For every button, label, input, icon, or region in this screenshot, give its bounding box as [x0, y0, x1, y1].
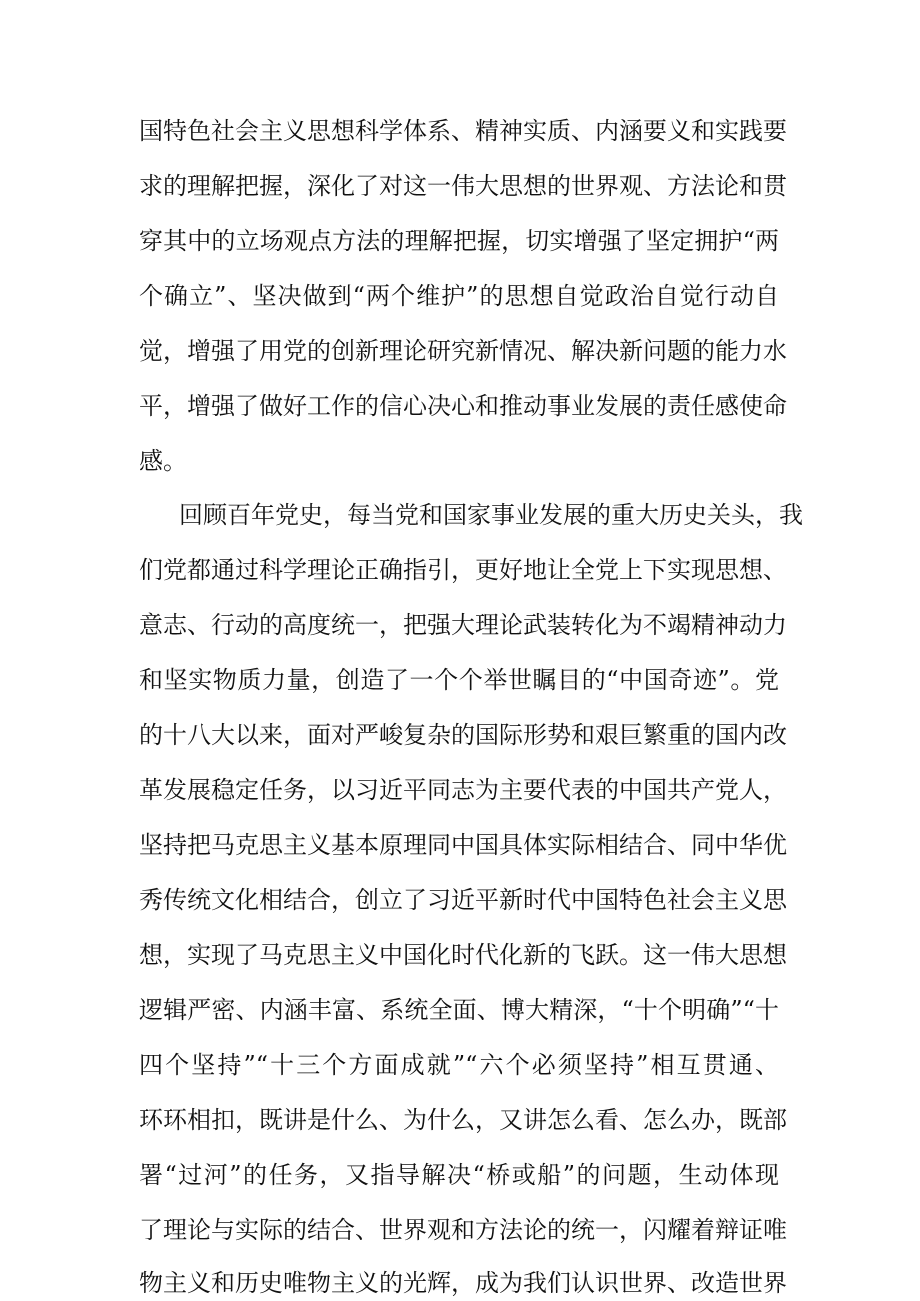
paragraph-1-line-1: 国特色社会主义思想科学体系、精神实质、内涵要义和实践要	[139, 117, 787, 145]
paragraph-2-line-12: 环环相扣，既讲是什么、为什么，又讲怎么看、怎么办，既部	[139, 1106, 787, 1134]
paragraph-1-line-5: 觉，增强了用党的创新理论研究新情况、解决新问题的能力水	[139, 337, 787, 365]
paragraph-2-line-8: 秀传统文化相结合，创立了习近平新时代中国特色社会主义思	[139, 886, 787, 914]
paragraph-2-line-10: 逻辑严密、内涵丰富、系统全面、博大精深，“十个明确”“十	[139, 996, 779, 1024]
paragraph-2-line-15: 物主义和历史唯物主义的光辉，成为我们认识世界、改造世界	[139, 1269, 787, 1297]
paragraph-2-line-13: 署“过河”的任务，又指导解决“桥或船”的问题，生动体现	[139, 1161, 779, 1189]
paragraph-2-line-4: 和坚实物质力量，创造了一个个举世瞩目的“中国奇迹”。党	[139, 666, 779, 694]
paragraph-1-line-3: 穿其中的立场观点方法的理解把握，切实增强了坚定拥护“两	[139, 227, 779, 255]
paragraph-2-line-9: 想，实现了马克思主义中国化时代化新的飞跃。这一伟大思想	[139, 941, 787, 969]
paragraph-2-line-7: 坚持把马克思主义基本原理同中国具体实际相结合、同中华优	[139, 831, 787, 859]
paragraph-2-line-6: 革发展稳定任务，以习近平同志为主要代表的中国共产党人，	[139, 776, 787, 804]
paragraph-1-line-7: 感。	[139, 447, 187, 475]
paragraph-2-line-14: 了理论与实际的结合、世界观和方法论的统一，闪耀着辩证唯	[139, 1216, 787, 1244]
paragraph-2-line-11: 四个坚持”“十三个方面成就”“六个必须坚持”相互贯通、	[139, 1051, 779, 1079]
paragraph-2-line-2: 们党都通过科学理论正确指引，更好地让全党上下实现思想、	[139, 556, 787, 584]
paragraph-1-line-2: 求的理解把握，深化了对这一伟大思想的世界观、方法论和贯	[139, 172, 787, 200]
paragraph-2-line-3: 意志、行动的高度统一，把强大理论武装转化为不竭精神动力	[139, 611, 787, 639]
paragraph-1-line-6: 平，增强了做好工作的信心决心和推动事业发展的责任感使命	[139, 392, 787, 420]
paragraph-1-line-4: 个确立”、坚决做到“两个维护”的思想自觉政治自觉行动自	[139, 282, 779, 310]
paragraph-2-line-1: 回顾百年党史，每当党和国家事业发展的重大历史关头，我	[179, 501, 803, 529]
paragraph-2-line-5: 的十八大以来，面对严峻复杂的国际形势和艰巨繁重的国内改	[139, 721, 787, 749]
